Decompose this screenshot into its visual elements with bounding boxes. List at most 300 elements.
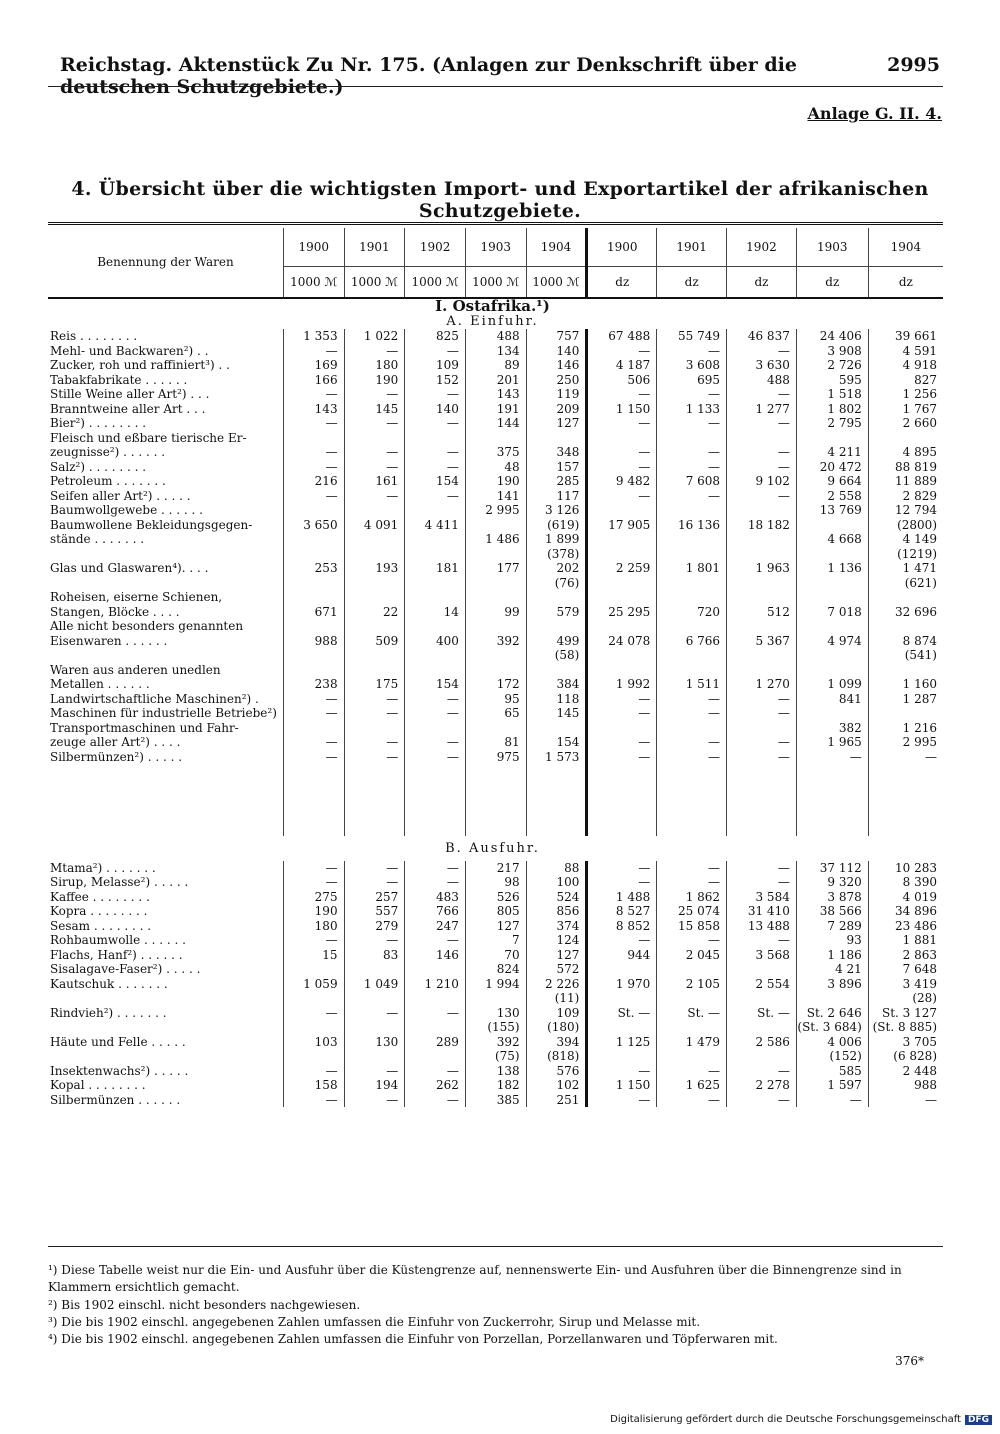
table-cell: 1 518 (796, 387, 868, 402)
table-row (48, 489, 943, 504)
table-cell: 15 (283, 948, 344, 963)
table-row (48, 329, 943, 344)
table-cell: 1 136 (796, 561, 868, 576)
table-cell (283, 1020, 344, 1035)
unit-header: 1000 ℳ (465, 267, 526, 299)
table-cell: 2 726 (796, 358, 868, 373)
table-cell: 190 (283, 904, 344, 919)
table-cell: 348 (526, 445, 587, 460)
table-cell: 89 (465, 358, 526, 373)
table-cell: — (344, 489, 405, 504)
table-cell: 385 (465, 1093, 526, 1108)
table-cell: 134 (465, 344, 526, 359)
table-cell: — (587, 692, 657, 707)
table-cell: — (587, 875, 657, 890)
table-cell: (152) (796, 1049, 868, 1064)
row-label: Salz²) . . . . . . . . (50, 459, 147, 474)
table-cell: 671 (283, 605, 344, 620)
row-label: Roheisen, eiserne Schienen, (50, 590, 223, 604)
table-cell (587, 547, 657, 562)
table-cell: 158 (283, 1078, 344, 1093)
table-row (48, 474, 943, 489)
table-cell: — (727, 692, 797, 707)
table-cell: 81 (465, 735, 526, 750)
table-cell: — (405, 445, 466, 460)
table-cell: 8 874 (868, 634, 943, 649)
table-cell: 720 (657, 605, 727, 620)
table-cell (344, 663, 405, 678)
table-cell: 856 (526, 904, 587, 919)
table-cell: (75) (465, 1049, 526, 1064)
import-body (48, 298, 943, 764)
table-cell: 138 (465, 1064, 526, 1079)
table-cell: 1 186 (796, 948, 868, 963)
table-cell: 7 (465, 933, 526, 948)
table-cell: (2800) (868, 518, 943, 533)
table-cell: 757 (526, 329, 587, 344)
table-cell: 119 (526, 387, 587, 402)
row-label: Baumwollgewebe . . . . . . (50, 503, 203, 517)
table-cell: 3 896 (796, 977, 868, 992)
table-row (48, 750, 943, 765)
table-cell (727, 721, 797, 736)
table-cell: 1 802 (796, 402, 868, 417)
table-cell (796, 431, 868, 446)
table-cell: 988 (868, 1078, 943, 1093)
table-cell: — (283, 875, 344, 890)
table-cell: 3 630 (727, 358, 797, 373)
table-cell: 37 112 (796, 861, 868, 876)
table-row (48, 619, 943, 634)
row-label: Kopal . . . . . . . . (50, 1078, 146, 1092)
table-cell: — (727, 387, 797, 402)
table-cell: 3 608 (657, 358, 727, 373)
table-cell (657, 590, 727, 605)
table-cell (465, 648, 526, 663)
table-cell: 109 (526, 1006, 587, 1021)
table-cell: — (727, 933, 797, 948)
table-cell: 24 406 (796, 329, 868, 344)
table-cell: — (344, 933, 405, 948)
table-cell: — (344, 706, 405, 721)
table-row (48, 387, 943, 402)
table-cell (465, 431, 526, 446)
table-row (48, 890, 943, 905)
table-cell: — (405, 750, 466, 765)
table-cell: (76) (526, 576, 587, 591)
table-cell (657, 532, 727, 547)
table-cell: 825 (405, 329, 466, 344)
table-cell (405, 547, 466, 562)
table-row (48, 1020, 943, 1035)
table-cell: — (657, 489, 727, 504)
row-label (48, 1020, 283, 1035)
table-row (48, 677, 943, 692)
table-cell: 99 (465, 605, 526, 620)
table-cell (796, 706, 868, 721)
table-cell: 257 (344, 890, 405, 905)
table-cell: 118 (526, 692, 587, 707)
table-cell: 1 573 (526, 750, 587, 765)
table-cell: 46 837 (727, 329, 797, 344)
table-row (48, 445, 943, 460)
table-cell: — (657, 750, 727, 765)
table-cell (405, 576, 466, 591)
table-cell: — (344, 445, 405, 460)
table-cell: 194 (344, 1078, 405, 1093)
table-cell: 11 889 (868, 474, 943, 489)
table-row (48, 532, 943, 547)
table-cell: 65 (465, 706, 526, 721)
table-cell: — (344, 692, 405, 707)
table-cell: 4 091 (344, 518, 405, 533)
table-row (48, 576, 943, 591)
table-cell: 1 150 (587, 402, 657, 417)
table-cell: 127 (465, 919, 526, 934)
table-row (48, 431, 943, 446)
export-heading: B. Ausfuhr. (445, 841, 540, 856)
table-cell: 2 995 (868, 735, 943, 750)
table-cell: 1 022 (344, 329, 405, 344)
table-cell: 1 125 (587, 1035, 657, 1050)
table-cell: 95 (465, 692, 526, 707)
table-cell: 8 852 (587, 919, 657, 934)
table-cell: 141 (465, 489, 526, 504)
table-cell: (11) (526, 991, 587, 1006)
table-cell: 400 (405, 634, 466, 649)
table-cell: 572 (526, 962, 587, 977)
table-cell: — (587, 735, 657, 750)
table-cell (587, 532, 657, 547)
table-row (48, 648, 943, 663)
table-cell: 2 795 (796, 416, 868, 431)
table-cell: 3 419 (868, 977, 943, 992)
table-cell: 375 (465, 445, 526, 460)
table-row (48, 1035, 943, 1050)
table-cell: — (344, 416, 405, 431)
table-cell (405, 431, 466, 446)
table-cell: — (344, 875, 405, 890)
row-label: Seifen aller Art²) . . . . . (50, 488, 191, 503)
table-cell (868, 663, 943, 678)
table-cell: 262 (405, 1078, 466, 1093)
table-cell (526, 431, 587, 446)
table-cell: — (344, 1093, 405, 1108)
table-cell: 805 (465, 904, 526, 919)
table-cell: 766 (405, 904, 466, 919)
table-cell: — (587, 933, 657, 948)
table-cell (405, 1049, 466, 1064)
table-cell: 146 (526, 358, 587, 373)
table-cell: — (587, 861, 657, 876)
table-cell: 140 (526, 344, 587, 359)
table-cell: 1 133 (657, 402, 727, 417)
export-body (48, 764, 943, 1107)
table-row (48, 1006, 943, 1021)
table-cell (283, 648, 344, 663)
table-cell: 4 21 (796, 962, 868, 977)
table-cell: — (657, 416, 727, 431)
unit-header: 1000 ℳ (344, 267, 405, 299)
table-cell: 827 (868, 373, 943, 388)
footnote-2: ²) Bis 1902 einschl. nicht besonders nachgewiesen. (48, 1298, 361, 1312)
table-cell: — (344, 1064, 405, 1079)
table-cell: — (405, 706, 466, 721)
table-cell: 190 (465, 474, 526, 489)
table-cell: 2 558 (796, 489, 868, 504)
table-cell (657, 576, 727, 591)
table-cell: 32 696 (868, 605, 943, 620)
table-cell: 1 150 (587, 1078, 657, 1093)
table-cell: 130 (465, 1006, 526, 1021)
table-cell: 1 625 (657, 1078, 727, 1093)
row-label: Fleisch und eßbare tierische Er- (50, 430, 247, 445)
row-label (48, 991, 283, 1006)
table-cell: — (283, 1064, 344, 1079)
table-cell: 48 (465, 460, 526, 475)
table-cell (405, 962, 466, 977)
row-label: Kautschuk . . . . . . . (50, 976, 168, 991)
table-cell (727, 962, 797, 977)
row-label: Reis . . . . . . . . (50, 329, 138, 343)
table-cell: — (344, 460, 405, 475)
table-cell (587, 1020, 657, 1035)
table-cell: 7 018 (796, 605, 868, 620)
row-label (48, 648, 283, 663)
running-header (60, 54, 940, 98)
table-cell (727, 547, 797, 562)
table-cell: — (283, 460, 344, 475)
table-cell: 1 767 (868, 402, 943, 417)
table-cell: 1 862 (657, 890, 727, 905)
table-cell (465, 518, 526, 533)
table-cell (465, 576, 526, 591)
table-cell: St. — (727, 1006, 797, 1021)
table-cell (587, 648, 657, 663)
table-cell: (St. 8 885) (868, 1020, 943, 1035)
table-cell: 251 (526, 1093, 587, 1108)
table-cell (283, 619, 344, 634)
table-cell: 3 568 (727, 948, 797, 963)
table-cell: 392 (465, 1035, 526, 1050)
table-cell: 103 (283, 1035, 344, 1050)
table-cell: — (727, 1093, 797, 1108)
year-header: 1904 (526, 228, 587, 267)
table-row (48, 948, 943, 963)
table-row (48, 692, 943, 707)
table-cell: St. — (657, 1006, 727, 1021)
table-cell: — (657, 692, 727, 707)
table-cell (344, 503, 405, 518)
table-cell: 140 (405, 402, 466, 417)
table-cell: 109 (405, 358, 466, 373)
table-cell: 247 (405, 919, 466, 934)
table-cell: — (727, 489, 797, 504)
table-cell (657, 547, 727, 562)
table-cell: 9 320 (796, 875, 868, 890)
table-cell: 177 (465, 561, 526, 576)
table-cell: 488 (465, 329, 526, 344)
table-cell (657, 991, 727, 1006)
table-cell: 394 (526, 1035, 587, 1050)
table-cell: 172 (465, 677, 526, 692)
table-cell: 127 (526, 948, 587, 963)
table-cell: — (587, 445, 657, 460)
table-cell: 1 353 (283, 329, 344, 344)
table-cell (526, 619, 587, 634)
table-cell: — (587, 460, 657, 475)
table-cell: 3 705 (868, 1035, 943, 1050)
year-header-row (48, 228, 943, 267)
table-cell: 202 (526, 561, 587, 576)
table-cell: — (657, 344, 727, 359)
row-label: zeugnisse²) . . . . . . (50, 445, 166, 459)
table-cell: 100 (526, 875, 587, 890)
table-row (48, 1093, 943, 1108)
table-cell (344, 590, 405, 605)
table-cell: 38 566 (796, 904, 868, 919)
row-label: Branntweine aller Art . . . (50, 401, 206, 416)
table-cell: — (727, 416, 797, 431)
signature-mark: 376* (895, 1354, 924, 1368)
table-cell: 14 (405, 605, 466, 620)
table-cell (727, 648, 797, 663)
table-row (48, 721, 943, 736)
table-cell: 4 411 (405, 518, 466, 533)
table-cell: 145 (526, 706, 587, 721)
table-cell: 253 (283, 561, 344, 576)
table-cell: 4 187 (587, 358, 657, 373)
table-cell: 88 819 (868, 460, 943, 475)
table-cell: 2 226 (526, 977, 587, 992)
row-label: Transportmaschinen und Fahr- (50, 720, 239, 735)
table-cell: 1 160 (868, 677, 943, 692)
table-cell: — (405, 861, 466, 876)
table-cell: 509 (344, 634, 405, 649)
table-cell: St. 3 127 (868, 1006, 943, 1021)
header-title: Reichstag. Aktenstück Zu Nr. 175. (Anlagen zur Denkschrift über die deutschen Schutzgebiete.) (60, 54, 797, 98)
table-cell: 585 (796, 1064, 868, 1079)
table-cell: 4 918 (868, 358, 943, 373)
table-cell: 127 (526, 416, 587, 431)
table-cell: — (657, 875, 727, 890)
table-row (48, 735, 943, 750)
table-cell (405, 532, 466, 547)
row-label: Stangen, Blöcke . . . . (50, 604, 180, 619)
table-cell: 1 471 (868, 561, 943, 576)
table-cell: 24 078 (587, 634, 657, 649)
row-label: Tabakfabrikate . . . . . . (50, 372, 188, 387)
table-cell (657, 503, 727, 518)
table-cell (657, 431, 727, 446)
table-cell: 557 (344, 904, 405, 919)
table-cell: 2 105 (657, 977, 727, 992)
table-cell: 988 (283, 634, 344, 649)
table-cell (727, 619, 797, 634)
table-cell: 13 488 (727, 919, 797, 934)
table-cell: 1 049 (344, 977, 405, 992)
table-cell: 2 660 (868, 416, 943, 431)
table-cell (587, 503, 657, 518)
table-cell: St. 2 646 (796, 1006, 868, 1021)
table-cell (796, 619, 868, 634)
table-cell: — (587, 706, 657, 721)
table-cell: 9 664 (796, 474, 868, 489)
row-label: zeuge aller Art²) . . . . (50, 735, 181, 749)
table-cell: 1 256 (868, 387, 943, 402)
dfg-logo: DFG (965, 1415, 992, 1425)
table-cell: 3 650 (283, 518, 344, 533)
table-cell (657, 619, 727, 634)
table-cell: 181 (405, 561, 466, 576)
table-cell: 201 (465, 373, 526, 388)
table-cell: — (587, 1064, 657, 1079)
table-cell: — (283, 344, 344, 359)
unit-header: dz (796, 267, 868, 299)
table-cell: 83 (344, 948, 405, 963)
table-cell: 6 766 (657, 634, 727, 649)
table-cell: — (283, 416, 344, 431)
table-cell: 374 (526, 919, 587, 934)
table-cell: 975 (465, 750, 526, 765)
table-row (48, 605, 943, 620)
table-cell: 7 289 (796, 919, 868, 934)
table-cell (344, 576, 405, 591)
table-cell: 250 (526, 373, 587, 388)
table-cell (465, 590, 526, 605)
table-cell (727, 663, 797, 678)
table-cell: — (344, 735, 405, 750)
table-cell: 161 (344, 474, 405, 489)
row-label: Sirup, Melasse²) . . . . . (50, 875, 189, 889)
table-cell: 154 (405, 677, 466, 692)
row-label: Silbermünzen²) . . . . . (50, 749, 183, 764)
row-label: Landwirtschaftliche Maschinen²) . (50, 691, 259, 706)
row-label: Petroleum . . . . . . . (50, 474, 166, 488)
table-cell (727, 991, 797, 1006)
table-cell: 1 963 (727, 561, 797, 576)
table-cell: 1 488 (587, 890, 657, 905)
table-row (48, 1049, 943, 1064)
row-label (48, 1049, 283, 1064)
table-cell: 944 (587, 948, 657, 963)
row-label: Eisenwaren . . . . . . (50, 633, 168, 648)
table-cell: 1 479 (657, 1035, 727, 1050)
table-cell: — (283, 387, 344, 402)
table-cell (405, 663, 466, 678)
footnote-rule (48, 1246, 943, 1247)
table-cell (657, 721, 727, 736)
table-cell (727, 532, 797, 547)
unit-header: 1000 ℳ (405, 267, 466, 299)
table-row (48, 991, 943, 1006)
table-cell: 144 (465, 416, 526, 431)
unit-header: dz (657, 267, 727, 299)
table-cell (283, 431, 344, 446)
table-cell: 3 126 (526, 503, 587, 518)
table-cell: — (283, 1006, 344, 1021)
unit-header: 1000 ℳ (283, 267, 344, 299)
table-cell: 25 295 (587, 605, 657, 620)
table-cell (657, 1020, 727, 1035)
table-row (48, 875, 943, 890)
table-cell (727, 431, 797, 446)
table-row (48, 904, 943, 919)
table-cell (796, 590, 868, 605)
table-cell: 152 (405, 373, 466, 388)
table-cell: (St. 3 684) (796, 1020, 868, 1035)
table-cell (283, 503, 344, 518)
